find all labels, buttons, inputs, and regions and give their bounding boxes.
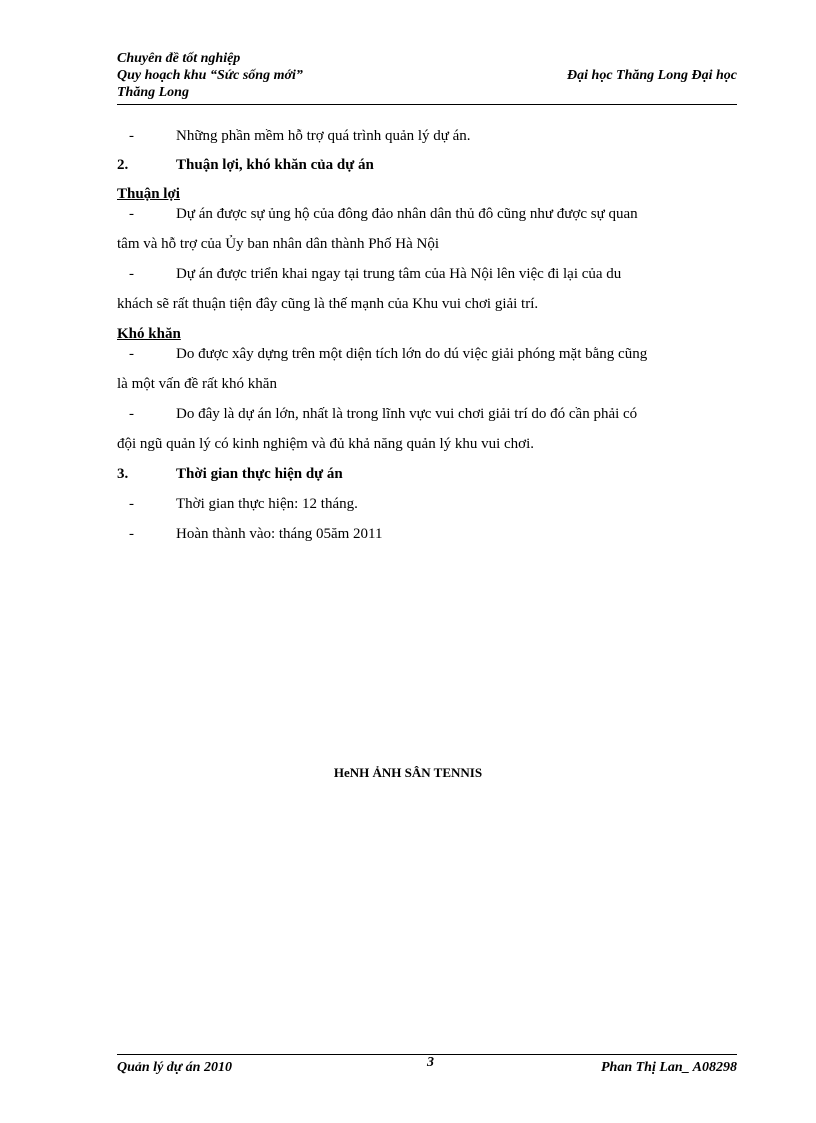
header-university: Đại học Thăng Long Đại học [567, 68, 737, 83]
bullet-dash: - [129, 406, 134, 422]
header-doc-type: Chuyên đề tốt nghiệp [117, 51, 241, 66]
paragraph-line: Dự án được sự ủng hộ của đông đảo nhân dân thủ đô cũng như được sự quan [176, 206, 638, 222]
header-divider [117, 104, 737, 105]
footer-author: Phan Thị Lan_ A08298 [600, 1060, 737, 1075]
image-caption: HeNH ẢNH SÂN TENNIS [333, 765, 483, 780]
bullet-dash: - [129, 206, 134, 222]
bullet-dash: - [129, 526, 134, 542]
bullet-dash: - [129, 128, 134, 144]
header-doc-title: Quy hoạch khu “Sức sống mới” [117, 68, 303, 83]
paragraph-line: là một vấn đề rất khó khăn [117, 376, 277, 392]
subheading-difficulties: Khó khăn [117, 326, 181, 342]
section-number: 3. [117, 466, 129, 482]
bullet-dash: - [129, 496, 134, 512]
bullet-dash: - [129, 266, 134, 282]
header-university-cont: Thăng Long [117, 85, 189, 100]
section-number: 2. [117, 157, 129, 173]
paragraph-line: tâm và hỗ trợ của Ủy ban nhân dân thành Phố Hà Nội [117, 236, 440, 252]
section-title: Thời gian thực hiện dự án [176, 466, 343, 482]
paragraph-line: Do được xây dựng trên một diện tích lớn do dú việc giải phóng mặt bằng cũng [176, 346, 648, 362]
page-footer [117, 1055, 737, 1078]
list-item-text: Những phần mềm hỗ trợ quá trình quản lý dự án. [176, 128, 471, 144]
paragraph-line: Dự án được triển khai ngay tại trung tâm của Hà Nội lên việc đi lại của du [176, 266, 622, 282]
section-title: Thuận lợi, khó khăn của dự án [176, 157, 374, 173]
paragraph-line: đội ngũ quản lý có kinh nghiệm và đủ khả năng quản lý khu vui chơi. [117, 436, 535, 452]
paragraph-line: Do đây là dự án lớn, nhất là trong lĩnh vực vui chơi giải trí do đó cần phải có [176, 406, 638, 422]
paragraph-line: khách sẽ rất thuận tiện đây cũng là thế mạnh của Khu vui chơi giải trí. [117, 296, 539, 312]
footer-course: Quản lý dự án 2010 [117, 1060, 232, 1075]
page-number: 3 [427, 1055, 434, 1070]
page-header [117, 50, 737, 101]
list-item-text: Hoàn thành vào: tháng 05ăm 2011 [176, 526, 383, 542]
list-item-text: Thời gian thực hiện: 12 tháng. [176, 496, 358, 512]
bullet-dash: - [129, 346, 134, 362]
subheading-advantages: Thuận lợi [117, 186, 180, 202]
